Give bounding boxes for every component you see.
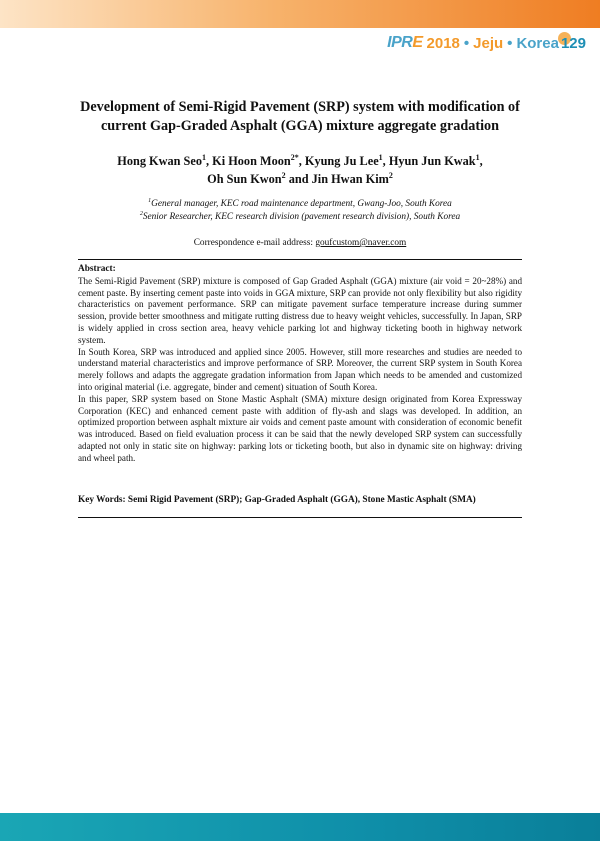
- keywords: Key Words: Semi Rigid Pavement (SRP); Gap-Graded Asphalt (GGA), Stone Mastic Asphalt (SMA): [78, 495, 476, 505]
- correspondence-label: Correspondence e-mail address:: [193, 238, 316, 248]
- bullet-separator: •: [507, 34, 513, 52]
- author-name: Ki Hoon Moon: [212, 154, 291, 168]
- author-affil-mark: 2*: [290, 152, 299, 162]
- page-number: 129: [560, 34, 586, 52]
- top-decor-band: [0, 0, 600, 28]
- author-affil-mark: 2: [281, 170, 286, 180]
- author-affil-mark: 1: [202, 152, 206, 162]
- author-name: Kyung Ju Lee: [304, 154, 379, 168]
- abstract-section: [78, 264, 522, 465]
- title-line: Development of Semi-Rigid Pavement (SRP) system with modification of: [80, 99, 520, 115]
- bottom-decor-band: [0, 813, 600, 841]
- author-affil-mark: 1: [475, 152, 480, 162]
- abstract-paragraph: In South Korea, SRP was introduced and applied since 2005. However, still more researches and studies are needed to understand material characteristics and improve performance of SRP. Moreover, the current SRP system in South Korea merely follows and adapts the aggregate gradation information from Japan which needs to be amended and customized into original material (i.e. aggregate, binder and cement) situation of South Korea.: [78, 346, 522, 392]
- bullet-separator: •: [463, 34, 470, 52]
- conference-city: Jeju: [473, 34, 504, 52]
- affiliation-line: $^2$Senior Researcher, KEC research division (pavement research division), South Korea: [139, 210, 461, 222]
- author-affil-mark: 2: [388, 170, 393, 180]
- abstract-heading: Abstract:: [78, 264, 116, 274]
- affiliations: [60, 198, 540, 224]
- conference-country: Korea: [516, 34, 559, 52]
- abstract-paragraph: In this paper, SRP system based on Stone Mastic Asphalt (SMA) mixture design originated from Korea Expressway Corporation (KEC) and enhanced cement paste with addition of fly-ash and slags was developed. In addition, an optimized proportion between asphalt mixture air voids and cement paste amount with consideration of economic benefit was introduced. Based on field evaluation process it can be said that the newly developed SRP system can successfully adapted not only in static site on highway: parking lots or ticketing booth, but also in dynamic site on highway: driving and wheel path.: [78, 393, 522, 463]
- logo-text-orange: E: [412, 34, 423, 51]
- author-list: Hong Kwan Seo$^1$, Ki Hoon Moon$^{2*}$, Kyung Ju Lee$^1$, Hyun Jun Kwak$^1$, Oh Sun Kwon$^2$ and Jin Hwan Kim$^2$: [117, 152, 483, 186]
- affiliation-line: $^1$General manager, KEC road maintenance department, Gwang-Joo, South Korea: [148, 197, 452, 209]
- conference-logo: [387, 34, 422, 52]
- author-name: Oh Sun Kwon: [207, 172, 282, 186]
- keywords-bottom-rule: [78, 517, 522, 518]
- conference-year: 2018: [426, 34, 460, 52]
- correspondence-email-link[interactable]: goufcustom@naver.com: [315, 238, 407, 248]
- abstract-paragraph: The Semi-Rigid Pavement (SRP) mixture is composed of Gap Graded Asphalt (GGA) mixture (air void = 20~28%) and cement paste. By inserting cement paste into voids in GGA mixture, SRP can provide not only flexibility but also rigidity characteristics on pavement performance. SRP can mitigate pavement surface temperature increase during summer session, provide better smoothness and mitigate rutting distress due to heavy weight vehicles, successfully. In Japan, SRP is widely applied in cross section area, heavy vehicle parking lot and highway ticketing booth in highway network system.: [78, 275, 522, 345]
- author-name: Jin Hwan Kim: [311, 172, 389, 186]
- author-name: Hong Kwan Seo: [117, 154, 202, 168]
- paper-title: [60, 98, 540, 136]
- logo-text-blue: IPR: [387, 34, 413, 51]
- author-affil-mark: 1: [378, 152, 383, 162]
- title-line: current Gap-Graded Asphalt (GGA) mixture aggregate gradation: [100, 118, 499, 134]
- correspondence: [60, 238, 540, 248]
- abstract-top-rule: [78, 259, 522, 260]
- conference-header: [387, 34, 586, 52]
- author-name: Hyun Jun Kwak: [388, 154, 476, 168]
